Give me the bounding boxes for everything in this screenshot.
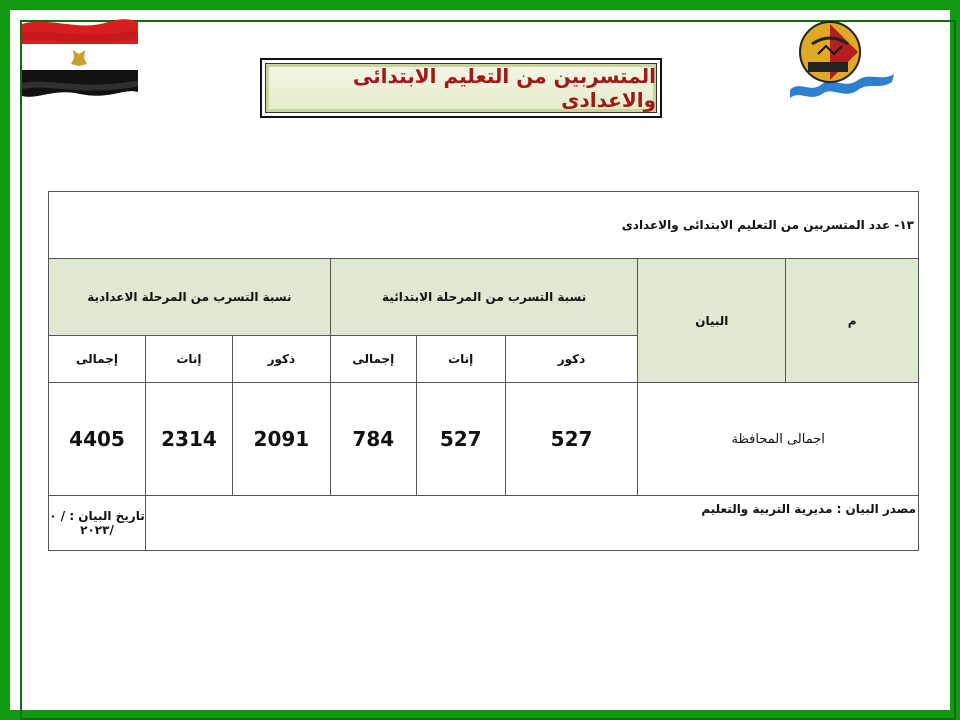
primary-male-value: 527 [505, 383, 638, 496]
header-primary-group: نسبة التسرب من المرحلة الابتدائية [330, 259, 638, 336]
table-row [49, 383, 919, 496]
primary-total-value: 784 [330, 383, 416, 496]
data-date: تاريخ البيان : / ٠ /٢٠٢٣ [49, 496, 146, 551]
page-title: المتسربين من التعليم الابتدائى والاعدادى [352, 64, 656, 112]
primary-female-value: 527 [416, 383, 505, 496]
header-prep-total: إجمالى [49, 336, 146, 383]
header-serial: م [786, 259, 919, 383]
egypt-flag-icon [18, 14, 140, 102]
prep-total-value: 4405 [49, 383, 146, 496]
data-source: مصدر البيان : مديرية التربية والتعليم [145, 496, 918, 551]
header-prep-group: نسبة التسرب من المرحلة الاعدادية [49, 259, 331, 336]
row-label: اجمالى المحافظة [638, 383, 919, 496]
header-primary-total: إجمالى [330, 336, 416, 383]
governorate-logo-icon [788, 10, 898, 102]
header-prep-female: إناث [145, 336, 232, 383]
prep-female-value: 2314 [145, 383, 232, 496]
header-prep-male: ذكور [232, 336, 330, 383]
table-caption: ١٣- عدد المتسربين من التعليم الابتدائى والاعدادى [49, 192, 919, 259]
prep-male-value: 2091 [232, 383, 330, 496]
header-item: البيان [638, 259, 786, 383]
header-primary-male: ذكور [505, 336, 638, 383]
dropout-table [48, 191, 919, 551]
header-primary-female: إناث [416, 336, 505, 383]
title-banner [260, 58, 662, 118]
